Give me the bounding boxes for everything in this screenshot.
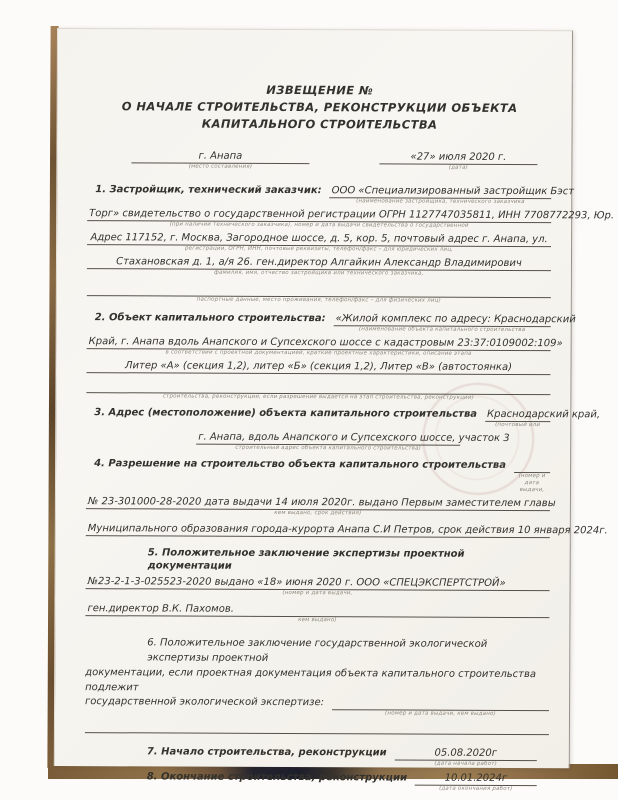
permit-blank (514, 459, 550, 473)
developer-name-field (330, 184, 575, 206)
place-caption: (место составления) (188, 163, 253, 170)
object-address-caption2: строительный адрес объекта капитального строительства) (235, 444, 422, 452)
section-1-developer (95, 183, 575, 206)
developer-name-value: ООО «Специализированный застройщик Бэст (330, 184, 552, 199)
section-2-label: 2. Объект капитального строительства: (94, 312, 326, 325)
object-address-line2 (196, 431, 510, 453)
developer-director-line (87, 255, 551, 278)
permit-blank-field (514, 459, 550, 494)
start-date-value: 05.08.2020г (395, 746, 537, 761)
developer-address-caption: регистрации, ОГРН, ИНН, почтовые реквизиты, телефон/факс – для юридических лиц, (184, 245, 454, 253)
document-content (55, 29, 615, 793)
title-line-1: ИЗВЕЩЕНИЕ № (266, 82, 374, 98)
scanned-document (54, 28, 615, 792)
end-date-value: 10.01.2024г (415, 772, 537, 787)
developer-address-line (87, 231, 551, 254)
developer-address-value: Адрес 117152, г. Москва, Загородное шоссе, д. 5, кор. 5, почтовый адрес г. Анапа, ул. (87, 231, 551, 247)
object-name-field (334, 312, 576, 334)
eco-expertise-blank-line2 (85, 719, 549, 735)
object-liters-value: Литер «А» (секция 1,2), литер «Б» (секция 1,2), Литер «В» (автостоянка) (86, 359, 550, 375)
expertise-caption2: кем выдано) (298, 617, 337, 624)
section-2-object (94, 311, 576, 334)
object-blank-line (86, 379, 550, 402)
object-liters-line (86, 359, 550, 375)
expertise-number-value: №23-2-1-3-025523-2020 выдано «18» июня 2020 г. ООО «СПЕЦЭКСПЕРТСТРОЙ» (86, 575, 550, 591)
start-date-field (395, 746, 537, 768)
developer-registration-caption: (при наличии технического заказчика), номер и дата выдачи свидетельства о государственной (169, 221, 469, 229)
section-7-start (85, 745, 549, 768)
object-cadastre-line (87, 335, 563, 358)
object-address-field (485, 408, 601, 429)
eco-expertise-caption: (номер и дата выдачи, кем выдано) (385, 710, 496, 717)
permit-caption2: кем выдано, срок действия) (274, 509, 362, 517)
place-value: г. Анапа (131, 149, 309, 164)
permit-issuer-line (86, 522, 608, 538)
section-5-label: 5. Положительное заключение экспертизы проектной документации (147, 547, 465, 572)
object-address-value2: г. Анапа, вдоль Анапского и Супсехского шоссе, участок 3 (196, 431, 460, 446)
section-7-label: 7. Начало строительства, реконструкции (146, 746, 387, 759)
developer-passport-caption: паспортные данные, место проживания, телефон/факс – для физических лиц) (196, 296, 441, 304)
section-3-label: 3. Адрес (местоположение) объекта капитального строительства (94, 407, 478, 420)
developer-passport-blank-line (87, 282, 551, 305)
section-8-end (85, 770, 549, 793)
eco-expertise-blank-field (332, 696, 549, 718)
document-title (88, 81, 552, 134)
object-cadastre-value: Край, г. Анапа вдоль Анапского и Супсехского шоссе с кадастровым 23:37:0109002:109» (87, 335, 551, 351)
eco-expertise-blank2 (85, 719, 549, 735)
section-6-last-row (85, 695, 549, 718)
section-6-label-line1: 6. Положительное заключение государственной экологической экспертизы проектной (147, 637, 488, 664)
title-line-3: КАПИТАЛЬНОГО СТРОИТЕЛЬСТВА (201, 116, 438, 132)
developer-name-caption: (наименование застройщика, технического заказчика (356, 198, 525, 206)
object-name-caption: (наименование объекта капитального строительства (358, 326, 526, 334)
section-4-permit (94, 457, 550, 494)
developer-registration-value: Торг» свидетельство о государственной регистрации ОГРН 1127747035811, ИНН 7708772293, Юр. (87, 207, 551, 223)
permit-number-value: № 23-301000-28-2020 дата выдачи 14 июля 2020г. выдано Первым заместителем главы (86, 495, 550, 511)
object-blank-caption: строительства, реконструкции, если разрешение выдается на этап строительства, реконструкции) (162, 393, 474, 401)
date-value: «27» июля 2020 г. (379, 150, 537, 165)
object-address-value: Краснодарский край, (485, 408, 550, 422)
object-cadastre-caption: в соответствии с проектной документацией, краткие проектные характеристики, описание этапа (165, 349, 472, 357)
developer-director-caption: фамилия, имя, отчество застройщика или технического заказчика, (214, 269, 424, 277)
date-caption: (дата) (448, 164, 469, 171)
place-date-row (131, 149, 537, 172)
developer-director-value: Стахановская д. 1, а/я 26. ген.директор Алгайкин Александр Владимирович (87, 255, 551, 271)
expertise-caption1: (номер и дата выдачи, (282, 589, 353, 597)
section-4-label: 4. Разрешение на строительство объекта капитального строительства (94, 458, 507, 471)
expertise-director-value: ген.директор В.К. Пахомов. (85, 602, 549, 618)
place-field (131, 149, 309, 171)
end-date-field (415, 772, 537, 794)
permit-issuer-value: Муниципального образования города-курорта Анапа С.И Петров, срок действия 10 января 2024г. (86, 522, 550, 538)
date-field (379, 150, 537, 172)
expertise-director-line (85, 602, 549, 625)
object-address-caption: (почтовый или (495, 421, 541, 429)
end-date-caption: (дата окончания работ) (439, 785, 513, 792)
section-3-address (94, 406, 601, 429)
expertise-number-line (86, 575, 550, 598)
section-8-label: 8. Окончание строительства, реконструкции (146, 771, 408, 784)
title-line-2: О НАЧАЛЕ СТРОИТЕЛЬСТВА, РЕКОНСТРУКЦИИ ОБЪЕКТА (121, 99, 518, 116)
section-6-label-line2: документации, если проектная документация объекта капитального строительства подлежит (85, 667, 537, 694)
section-1-label: 1. Застройщик, технический заказчик: (95, 184, 322, 197)
section-6-label-line3: государственной экологической экспертизе: (85, 696, 325, 709)
object-name-value: «Жилой комплекс по адресу: Краснодарский (334, 312, 551, 327)
eco-expertise-blank (332, 696, 549, 711)
start-date-caption: (дата начала работ) (434, 760, 498, 767)
permit-caption1: (номер и дата выдачи, (518, 473, 546, 494)
developer-registration-line (87, 207, 615, 230)
permit-number-line (86, 495, 556, 518)
